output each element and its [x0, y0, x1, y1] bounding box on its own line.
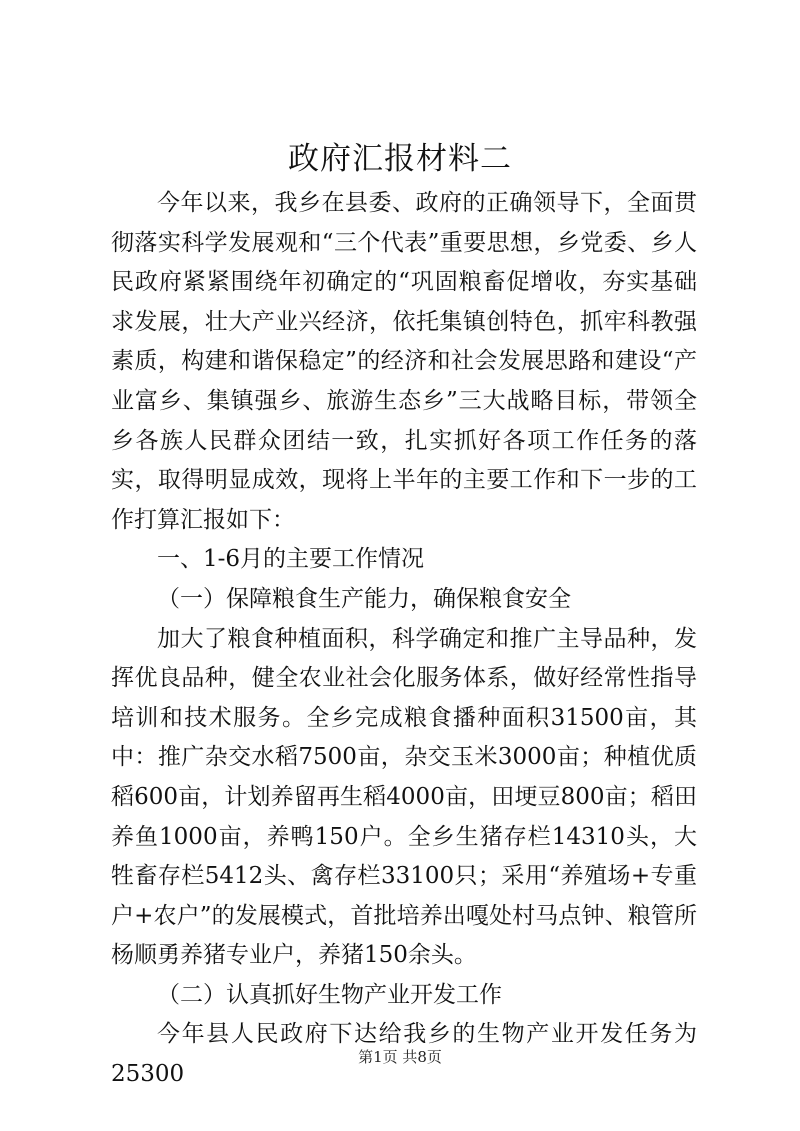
page-footer: 第1页 共8页 — [358, 1048, 442, 1066]
subsection-heading-1: （一）保障粮食生产能力，确保粮食安全 — [157, 585, 571, 612]
paragraph-intro: 今年以来，我乡在县委、政府的正确领导下，全面贯彻落实科学发展观和“三个代表”重要思想，乡党委、乡人民政府紧紧围绕年初确定的“巩固粮畜促增收，夯实基础求发展，壮大产业兴经济，依托集镇创特色，抓牢科教强素质，构建和谐保稳定”的经济和社会发展思路和建设“产业富乡、集镇强乡、旅游生态乡”三大战略目标，带领全乡各族人民群众团结一致，扎实抓好各项工作任务的落实，取得明显成效，现将上半年的主要工作和下一步的工作打算汇报如下： — [111, 190, 697, 533]
paragraph-grain-production: 加大了粮食种植面积，科学确定和推广主导品种，发挥优良品种，健全农业社会化服务体系，做好经常性指导培训和技术服务。全乡完成粮食播种面积31500亩，其中：推广杂交水稻7500亩，杂交玉米3000亩；种植优质稻600亩，计划养留再生稻4000亩，田埂豆800亩；稻田养鱼1000亩，养鸭150户。全乡生猪存栏14310头，大牲畜存栏5412头、禽存栏33100只；采用“养殖场+专重户+农户”的发展模式，首批培养出嘎处村马点钟、粮管所杨顺勇养猪专业户，养猪150余头。 — [111, 625, 697, 969]
document-body — [111, 184, 697, 1095]
document-title: 政府汇报材料二 — [288, 141, 512, 177]
section-heading-1: 一、1-6月的主要工作情况 — [157, 546, 425, 573]
paragraph-bio-industry: 今年县人民政府下达给我乡的生物产业开发任务为25300 — [111, 1021, 697, 1088]
subsection-heading-2: （二）认真抓好生物产业开发工作 — [157, 981, 502, 1008]
